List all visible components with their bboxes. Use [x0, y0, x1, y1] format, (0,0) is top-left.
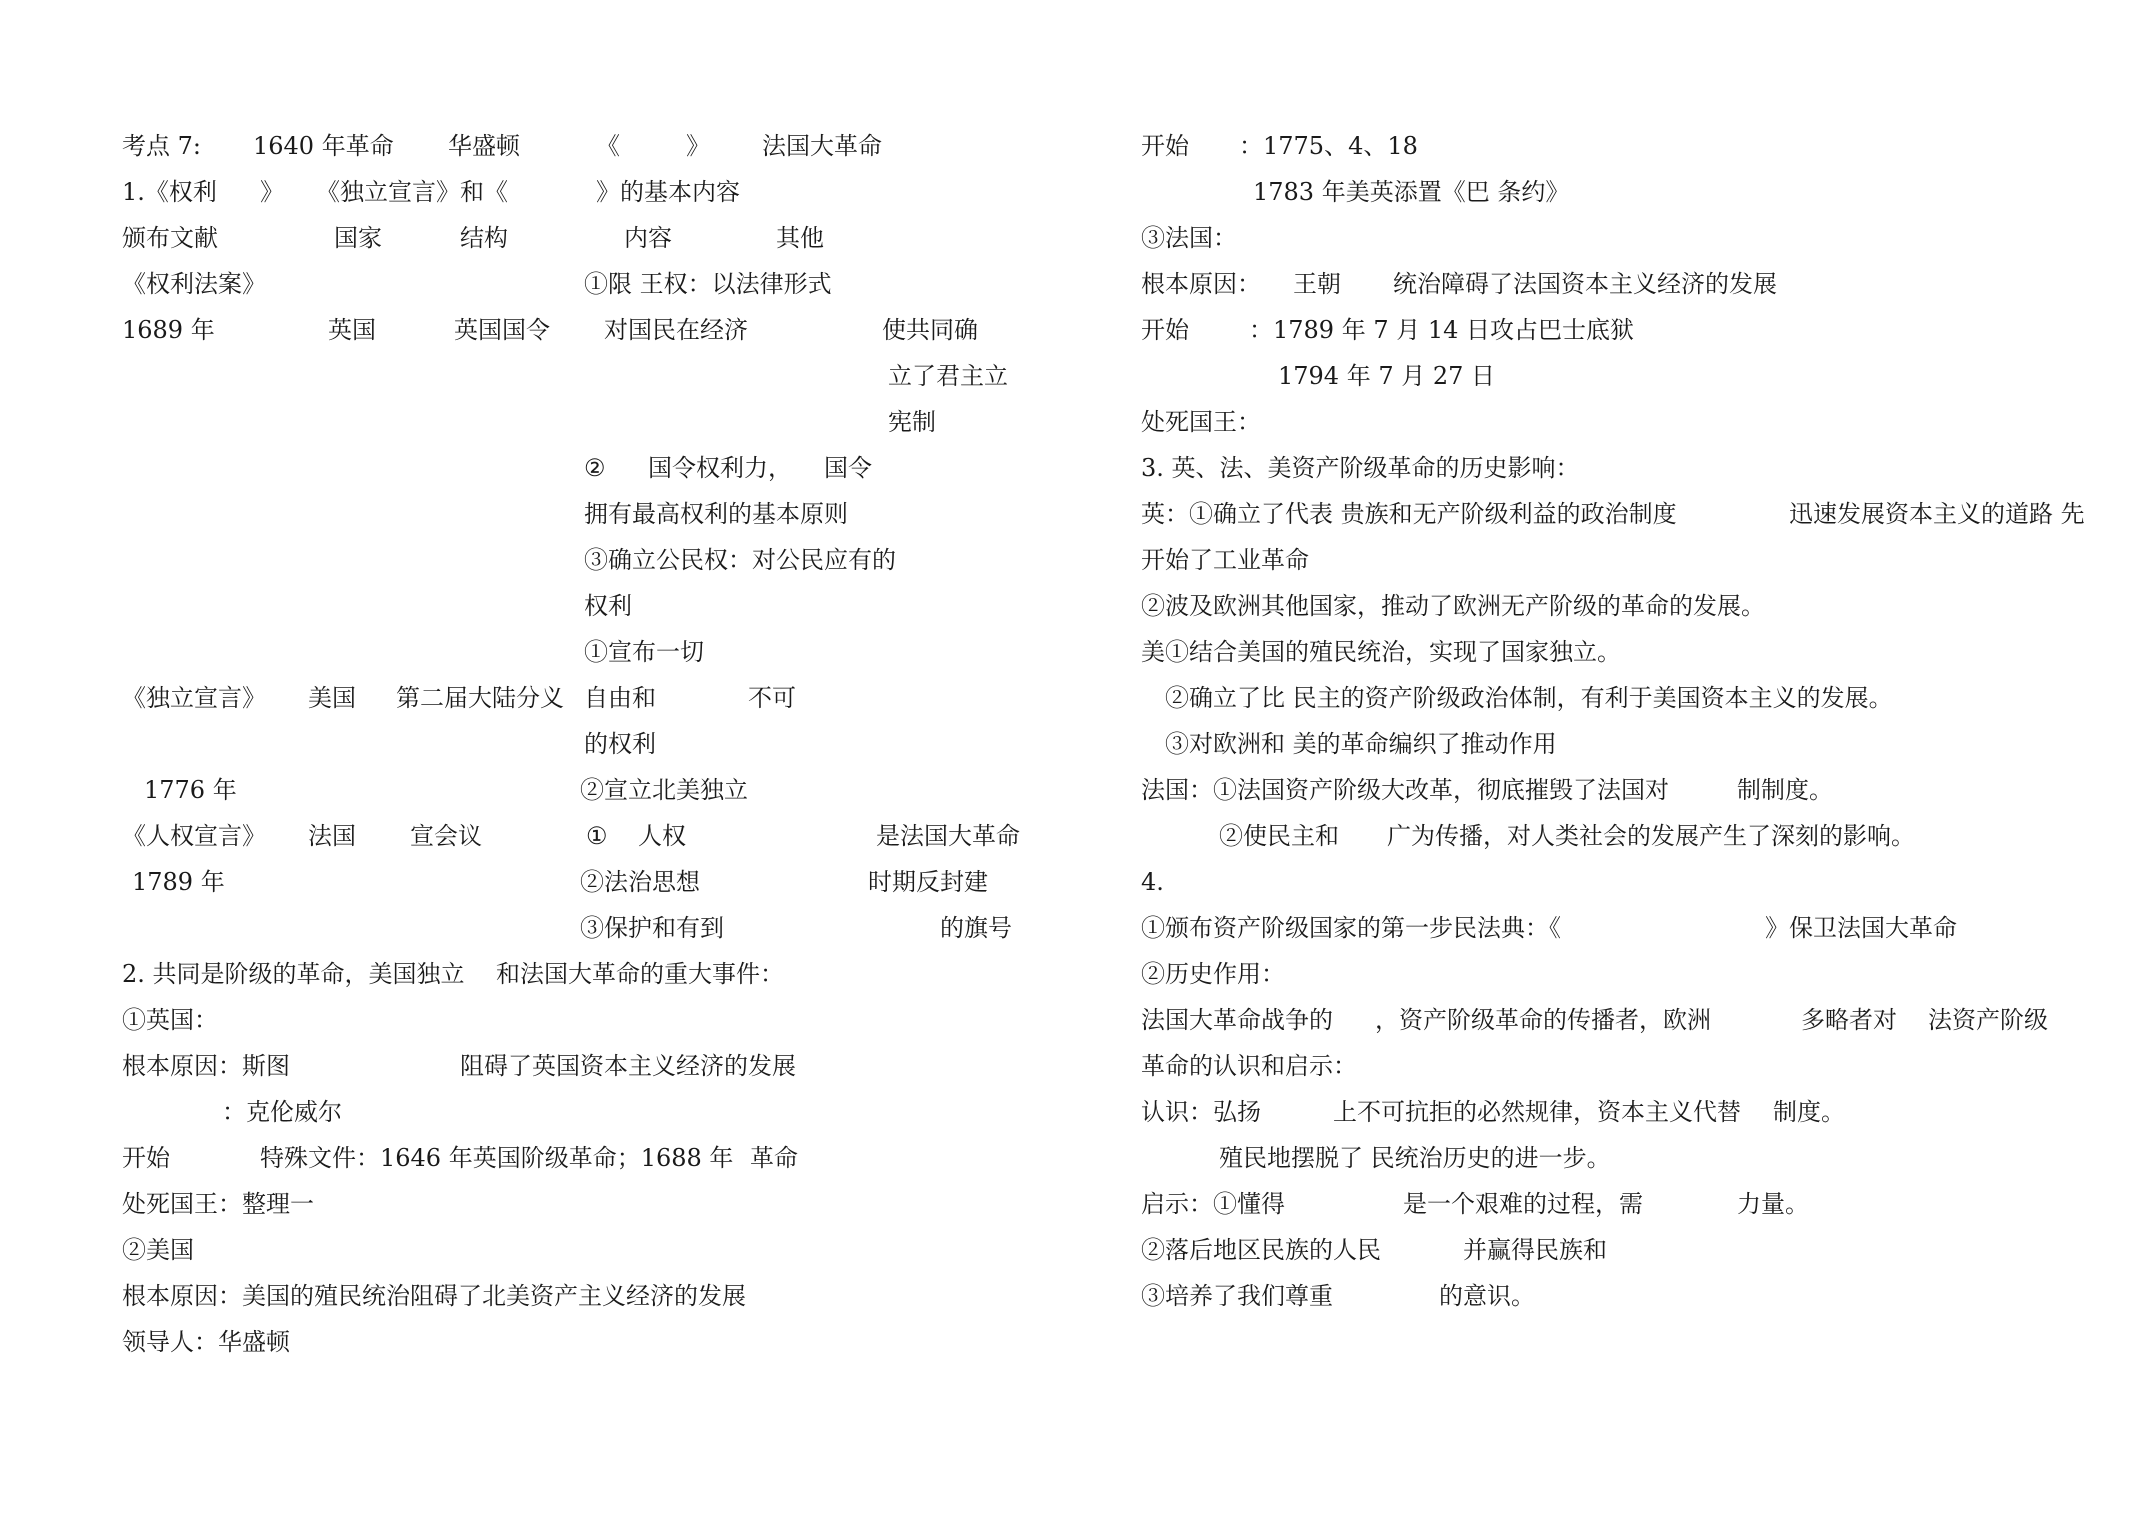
table-cell: 宪制	[888, 408, 936, 436]
text-line: 迅速发展资本主义的道路 先	[1789, 500, 2085, 528]
text-line: 启示：①懂得	[1141, 1190, 1285, 1218]
table-cell: 立了君主立	[888, 362, 1008, 390]
section-heading: 1.《权利	[122, 178, 217, 206]
text-line: 》保卫法国大革命	[1765, 914, 1957, 942]
text-line: 根本原因：斯图	[122, 1052, 290, 1080]
text-line: 多略者对	[1801, 1006, 1897, 1034]
text-line: 法国：①法国资产阶级大改革，彻底摧毁了法国对	[1141, 776, 1669, 804]
text-line: 上不可抗拒的必然规律，资本主义代替	[1333, 1098, 1741, 1126]
table-header: 颁布文献	[122, 224, 218, 252]
table-cell: 国令	[824, 454, 872, 482]
table-cell: 英国国令	[454, 316, 550, 344]
text-line: ，资产阶级革命的传播者，欧洲	[1375, 1006, 1711, 1034]
text-line: 开始了工业革命	[1141, 546, 1309, 574]
table-header: 内容	[624, 224, 672, 252]
table-cell: ①	[586, 822, 608, 850]
table-cell: 不可	[748, 684, 796, 712]
text-line: 开始	[1141, 132, 1189, 160]
text: 》	[260, 178, 284, 206]
text-line: 阻碍了英国资本主义经济的发展	[460, 1052, 796, 1080]
text-line: ③培养了我们尊重	[1141, 1282, 1333, 1310]
table-cell: 拥有最高权利的基本原则	[584, 500, 848, 528]
table-cell: 法国	[308, 822, 356, 850]
text-line: 处死国王：	[1141, 408, 1261, 436]
text-line: 根本原因：	[1141, 270, 1261, 298]
text-line: 是一个艰难的过程，需	[1403, 1190, 1643, 1218]
text-line: 1783 年美英添置《巴 条约》	[1253, 178, 1570, 206]
text: 华盛顿	[448, 132, 520, 160]
text-line: 统治障碍了法国资本主义经济的发展	[1393, 270, 1777, 298]
table-header: 其他	[776, 224, 824, 252]
text-line: 特殊文件：1646 年英国阶级革命；1688 年	[260, 1144, 734, 1172]
text: 《独立宣言》和《	[316, 178, 508, 206]
table-cell: 是法国大革命	[876, 822, 1020, 850]
table-cell: ③确立公民权：对公民应有的	[584, 546, 896, 574]
text-line: 革命	[750, 1144, 798, 1172]
table-cell: 《人权宣言》	[122, 822, 266, 850]
text-line: 力量。	[1737, 1190, 1809, 1218]
section-heading: 4.	[1141, 868, 1164, 896]
table-cell: 1689 年	[122, 316, 215, 344]
table-cell: 美国	[308, 684, 356, 712]
table-header: 结构	[460, 224, 508, 252]
text-line: ②落后地区民族的人民	[1141, 1236, 1381, 1264]
text-line: 领导人：华盛顿	[122, 1328, 290, 1356]
table-cell: 1789 年	[132, 868, 225, 896]
text-line: 革命的认识和启示：	[1141, 1052, 1357, 1080]
text-line: 殖民地摆脱了 民统治历史的进一步。	[1219, 1144, 1611, 1172]
text: 1640 年革命	[253, 132, 394, 160]
text: 》	[686, 132, 710, 160]
table-cell: 权利	[584, 592, 632, 620]
table-cell: 《权利法案》	[122, 270, 266, 298]
text-line: ①颁布资产阶级国家的第一步民法典：《	[1141, 914, 1561, 942]
table-header: 国家	[334, 224, 382, 252]
text-line: ②波及欧洲其他国家，推动了欧洲无产阶级的革命的发展。	[1141, 592, 1765, 620]
text-line: 开始	[122, 1144, 170, 1172]
table-cell: ①宣布一切	[584, 638, 704, 666]
text-line: 制制度。	[1737, 776, 1833, 804]
text-line: ②历史作用：	[1141, 960, 1285, 988]
text-line: 广为传播，对人类社会的发展产生了深刻的影响。	[1387, 822, 1915, 850]
table-cell: 国令权利力，	[648, 454, 792, 482]
table-cell: 对国民在经济	[604, 316, 748, 344]
text-line: ：1775、4、18	[1239, 132, 1418, 160]
section-heading: 3. 英、法、美资产阶级革命的历史影响：	[1141, 454, 1580, 482]
text-line: 的意识。	[1439, 1282, 1535, 1310]
table-cell: 自由和	[584, 684, 656, 712]
section-heading: 和法国大革命的重大事件：	[496, 960, 784, 988]
text-line: 1794 年 7 月 27 日	[1278, 362, 1496, 390]
table-cell: 时期反封建	[868, 868, 988, 896]
table-cell: ③保护和有到	[580, 914, 724, 942]
text-line: 制度。	[1773, 1098, 1845, 1126]
table-cell: 英国	[328, 316, 376, 344]
text-line: ②美国	[122, 1236, 194, 1264]
exam-point-label: 考点 7:	[122, 132, 201, 160]
text: 》的基本内容	[596, 178, 740, 206]
text-line: ③对欧洲和 美的革命编织了推动作用	[1165, 730, 1557, 758]
text: 法国大革命	[762, 132, 882, 160]
text-line: 王朝	[1293, 270, 1341, 298]
text: 《	[596, 132, 620, 160]
right-page	[1075, 0, 2150, 1518]
table-cell: ②法治思想	[580, 868, 700, 896]
text-line: 法国大革命战争的	[1141, 1006, 1333, 1034]
table-cell: ②宣立北美独立	[580, 776, 748, 804]
table-cell: 宣会议	[410, 822, 482, 850]
text-line: 开始	[1141, 316, 1189, 344]
table-cell: 人权	[638, 822, 686, 850]
text-line: ：1789 年 7 月 14 日攻占巴士底狱	[1249, 316, 1635, 344]
text-line: 认识：弘扬	[1141, 1098, 1261, 1126]
table-cell: 《独立宣言》	[122, 684, 266, 712]
text-line: ②使民主和	[1219, 822, 1339, 850]
text-line: 并赢得民族和	[1463, 1236, 1607, 1264]
text-line: ①英国：	[122, 1006, 218, 1034]
table-cell: 1776 年	[144, 776, 237, 804]
text-line: 根本原因：美国的殖民统治阻碍了北美资产主义经济的发展	[122, 1282, 746, 1310]
table-cell: 使共同确	[882, 316, 978, 344]
text-line: ③法国：	[1141, 224, 1237, 252]
text-line: ：克伦威尔	[222, 1098, 342, 1126]
table-cell: 的旗号	[940, 914, 1012, 942]
text-line: ②确立了比 民主的资产阶级政治体制，有利于美国资本主义的发展。	[1165, 684, 1893, 712]
text-line: 美①结合美国的殖民统治，实现了国家独立。	[1141, 638, 1621, 666]
table-cell: 第二届大陆分义	[396, 684, 564, 712]
table-cell: ①限 王权：以法律形式	[584, 270, 832, 298]
text-line: 法资产阶级	[1928, 1006, 2048, 1034]
text-line: 英：①确立了代表 贵族和无产阶级利益的政治制度	[1141, 500, 1677, 528]
text-line: 处死国王：整理一	[122, 1190, 314, 1218]
section-heading: 2. 共同是阶级的革命，美国独立	[122, 960, 465, 988]
table-cell: ②	[584, 454, 606, 482]
table-cell: 的权利	[584, 730, 656, 758]
